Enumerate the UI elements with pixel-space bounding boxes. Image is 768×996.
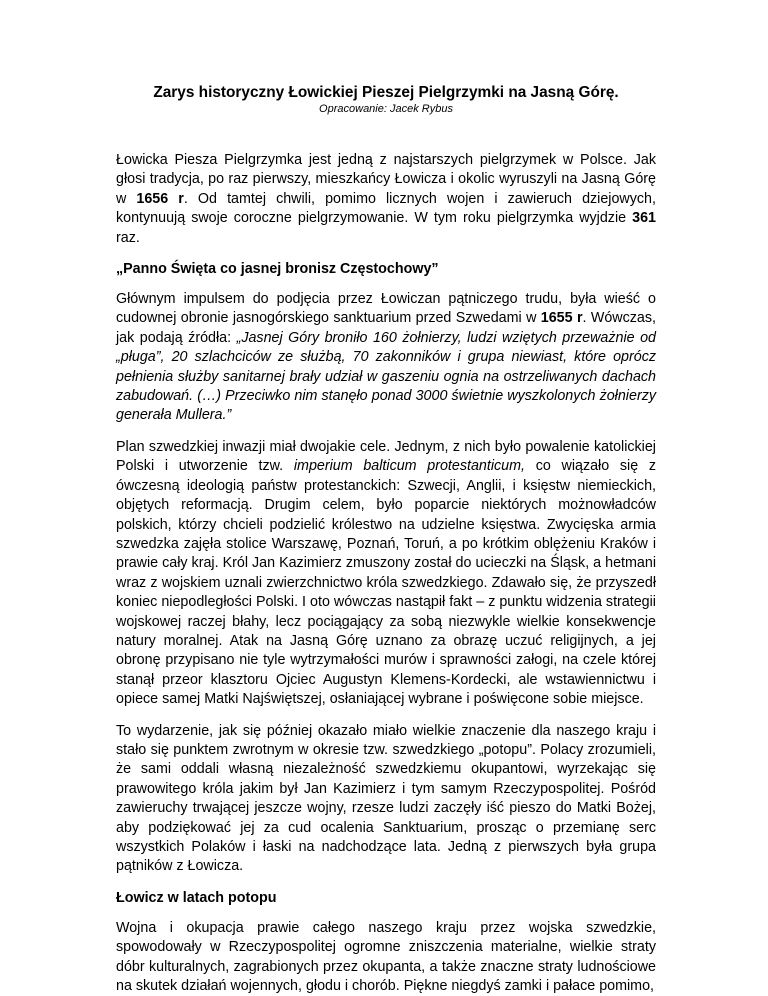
intro-year: 1656 r — [136, 190, 184, 207]
invasion-term: imperium balticum protestanticum, — [293, 458, 526, 475]
paragraph-war-damage: Wojna i okupacja prawie całego naszego kraju przez wojska szwedzkie, spowodowały w Rzeczypospolitej ogromne zniszczenia materialne, wielkie straty dóbr kulturalnych, zagrabionych przez okupanta, a także znaczne straty ludnościowe na skutek działań wojennych, głodu i chorób. Piękne niegdyś zamki i pałace pomimo, — [116, 919, 656, 995]
intro-count: 361 — [632, 210, 656, 227]
document-title: Zarys historyczny Łowickiej Pieszej Pielgrzymki na Jasną Górę. — [153, 84, 619, 101]
invasion-text-2: co wiązało się z ówczesną ideologią państw protestanckich: Szwecji, Anglii, i księstw niemieckich, objętych reformacją. Drugim celem, było poparcie niektórych możnowładców polskich, którzy chcieli podzielić królestwo na udzielne księstwa. Zwycięska armia szwedzka zajęła stolice Warszawę, Poznań, Toruń, a po krótkim oblężeniu Kraków i prawie cały kraj. Król Jan Kazimierz zmuszony został do ucieczki na Śląsk, a hetmani wraz z wojskiem uznali zwierzchnictwo króla szwedzkiego. Zdawało się, że przyszedł koniec niepodległości Polski. I oto wówczas nastąpił fakt – z punktu widzenia strategii wojskowej raczej błahy, lecz pociągający za sobą niezwykle wielkie konsekwencje natury moralnej. Atak na Jasną Górę uznano za obrazę uczuć religijnych, a jej obronę przypisano nie tyle wytrzymałości murów i sprawności załogi, na czele której stanął przeor klasztoru Ojciec Augustyn Klemens-Kordecki, ale wstawiennictwu i opiece samej Matki Najświętszej, osłaniającej wybrane i poświęcone sobie miejsce. — [116, 458, 656, 708]
document-author: Opracowanie: Jacek Rybus — [319, 103, 453, 115]
defense-year: 1655 r — [540, 310, 583, 327]
paragraph-defense-news — [116, 290, 656, 426]
intro-text-2: . Od tamtej chwili, pomimo licznych wojen i zawieruch dziejowych, kontynuują swoje coroczne pielgrzymowanie. W tym roku pielgrzymka wyjdzie — [116, 190, 656, 227]
paragraph-turning-point: To wydarzenie, jak się później okazało miało wielkie znaczenie dla naszego kraju i stało się punktem zwrotnym w okresie tzw. szwedzkiego „potopu”. Polacy zrozumieli, że sami oddali własną niezależność szwedzkiemu okupantowi, wyrzekając się prawowitego króla jakim był Jan Kazimierz i tym samym Rzeczypospolitej. Pośród zawieruchy trwającej jeszcze wojny, rzesze ludzi zaczęły iść pieszo do Matki Bożej, aby podziękować jej za cud ocalenia Sanktuarium, prosząc o przemianę serc wszystkich Polaków i łaski na nadchodzące lata. Jedną z pierwszych była grupa pątników z Łowicza. — [116, 722, 656, 875]
section-heading-panno: „Panno Święta co jasnej bronisz Częstochowy” — [116, 261, 439, 278]
defense-text-2: . Wówczas, jak podają źródła: — [116, 310, 656, 346]
intro-text-3: raz. — [116, 229, 140, 246]
intro-paragraph — [116, 151, 656, 248]
section-heading-lowicz: Łowicz w latach potopu — [116, 889, 277, 906]
invasion-text-1: Plan szwedzkiej inwazji miał dwojakie cele. Jednym, z nich było powalenie katolickiej Polski i utworzenie tzw. — [116, 438, 656, 475]
paragraph-invasion-plan — [116, 438, 656, 710]
defense-text-1: Głównym impulsem do podjęcia przez Łowiczan pątniczego trudu, była wieść o cudownej obronie jasnogórskiego sanktuarium przed Szwedami w — [116, 291, 656, 327]
defense-quote: „Jasnej Góry broniło 160 żołnierzy, ludzi wziętych przeważnie od „pługa”, 20 szlachciców ze służbą, 70 zakonników i grupa niewiast, które oprócz pełnienia służby sanitarnej brały udział w gaszeniu ognia na ostrzeliwanych dachach zabudowań. (…) Przeciwko nim stanęło ponad 3000 świetnie wyszkolonych żołnierzy generała Mullera.” — [116, 329, 656, 424]
intro-text-1: Łowicka Piesza Pielgrzymka jest jedną z najstarszych pielgrzymek w Polsce. Jak głosi tradycja, po raz pierwszy, mieszkańcy Łowicza i okolic wyruszyli na Jasną Górę w — [116, 152, 656, 207]
